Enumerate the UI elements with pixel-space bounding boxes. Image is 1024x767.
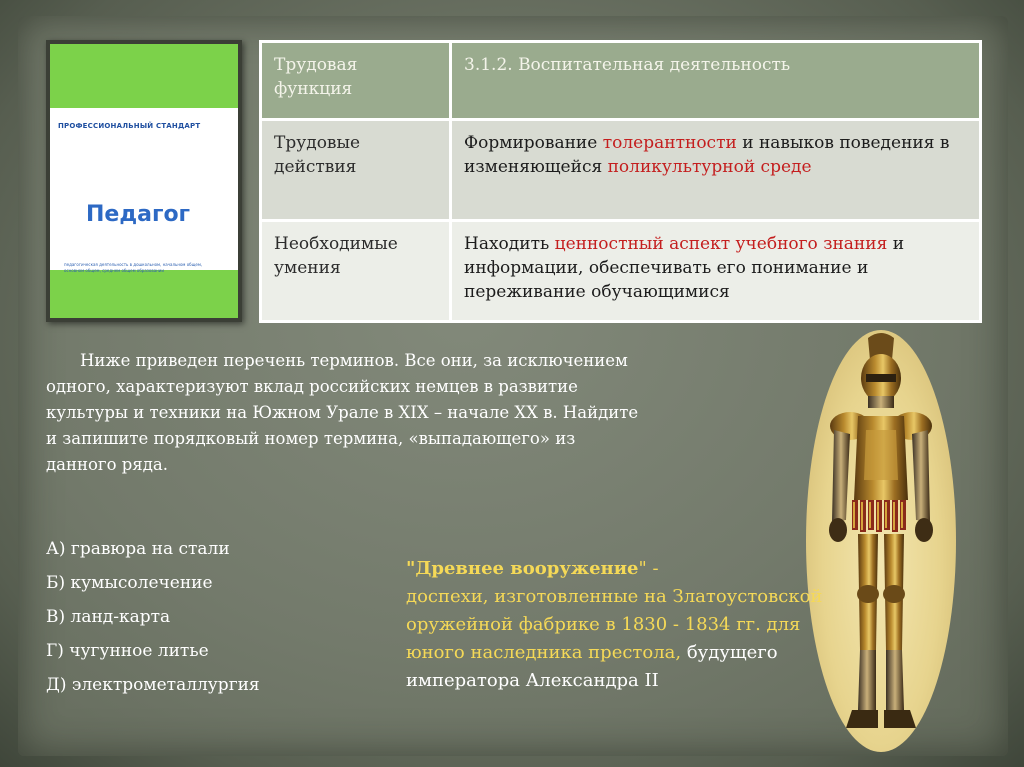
text-segment: Находить <box>464 234 555 254</box>
cell-skills-label: Необходимые умения <box>261 221 451 322</box>
table-row-actions <box>261 120 981 221</box>
question-text: Ниже приведен перечень терминов. Все они, за исключением одного, характеризуют вклад российских немцев в развитие культуры и техники на Южном Урале в XIX – начале XX в. Найдите и запишите порядковый номер термина, «выпадающего» из данного ряда. <box>46 351 639 474</box>
cell-actions-value <box>451 120 981 221</box>
option-c: В) ланд-карта <box>46 607 171 627</box>
cover-white-panel <box>50 108 238 270</box>
standard-table <box>259 40 982 323</box>
text-segment: Формирование <box>464 133 603 153</box>
book-cover-image <box>46 40 242 322</box>
cover-standard-label: ПРОФЕССИОНАЛЬНЫЙ СТАНДАРТ <box>58 122 201 130</box>
cell-labor-function-label: Трудовая функция <box>261 42 451 120</box>
text-segment: и навыков поведения в изменяющейся <box>464 133 950 177</box>
text-segment: и информации, обеспечивать его понимание и переживание обучающимися <box>464 234 905 302</box>
option-e: Д) электрометаллургия <box>46 675 260 695</box>
option-b: Б) кумысолечение <box>46 573 213 593</box>
caption-emperor: будущего императора Александра II <box>406 642 778 691</box>
caption-title-end: " - <box>638 558 659 579</box>
cover-green-band-top <box>50 44 238 108</box>
option-a: А) гравюра на стали <box>46 539 230 559</box>
cover-subtitle: педагогическая деятельность в дошкольном, начальном общем, основном общем, среднем общем образовании <box>64 262 203 273</box>
cell-skills-value <box>451 221 981 322</box>
cover-title: Педагог <box>86 202 191 227</box>
cell-labor-function-value: 3.1.2. Воспитательная деятельность <box>451 42 981 120</box>
table-row-header <box>261 42 981 120</box>
cell-actions-label: Трудовые действия <box>261 120 451 221</box>
armor-caption <box>406 555 846 695</box>
highlight-value-aspect: ценностный аспект учебного знания <box>554 234 888 254</box>
caption-text: доспехи, изготовленные на Златоустовской оружейной фабрике в 1830 - 1834 гг. для юного наследника престола, <box>406 586 823 663</box>
table-row-skills <box>261 221 981 322</box>
cover-green-band-bottom <box>50 270 238 318</box>
highlight-multicultural: поликультурной среде <box>607 157 812 177</box>
highlight-tolerance: толерантности <box>602 133 737 153</box>
options-list <box>46 532 260 702</box>
option-d: Г) чугунное литье <box>46 641 209 661</box>
caption-title: "Древнее вооружение <box>406 558 639 579</box>
